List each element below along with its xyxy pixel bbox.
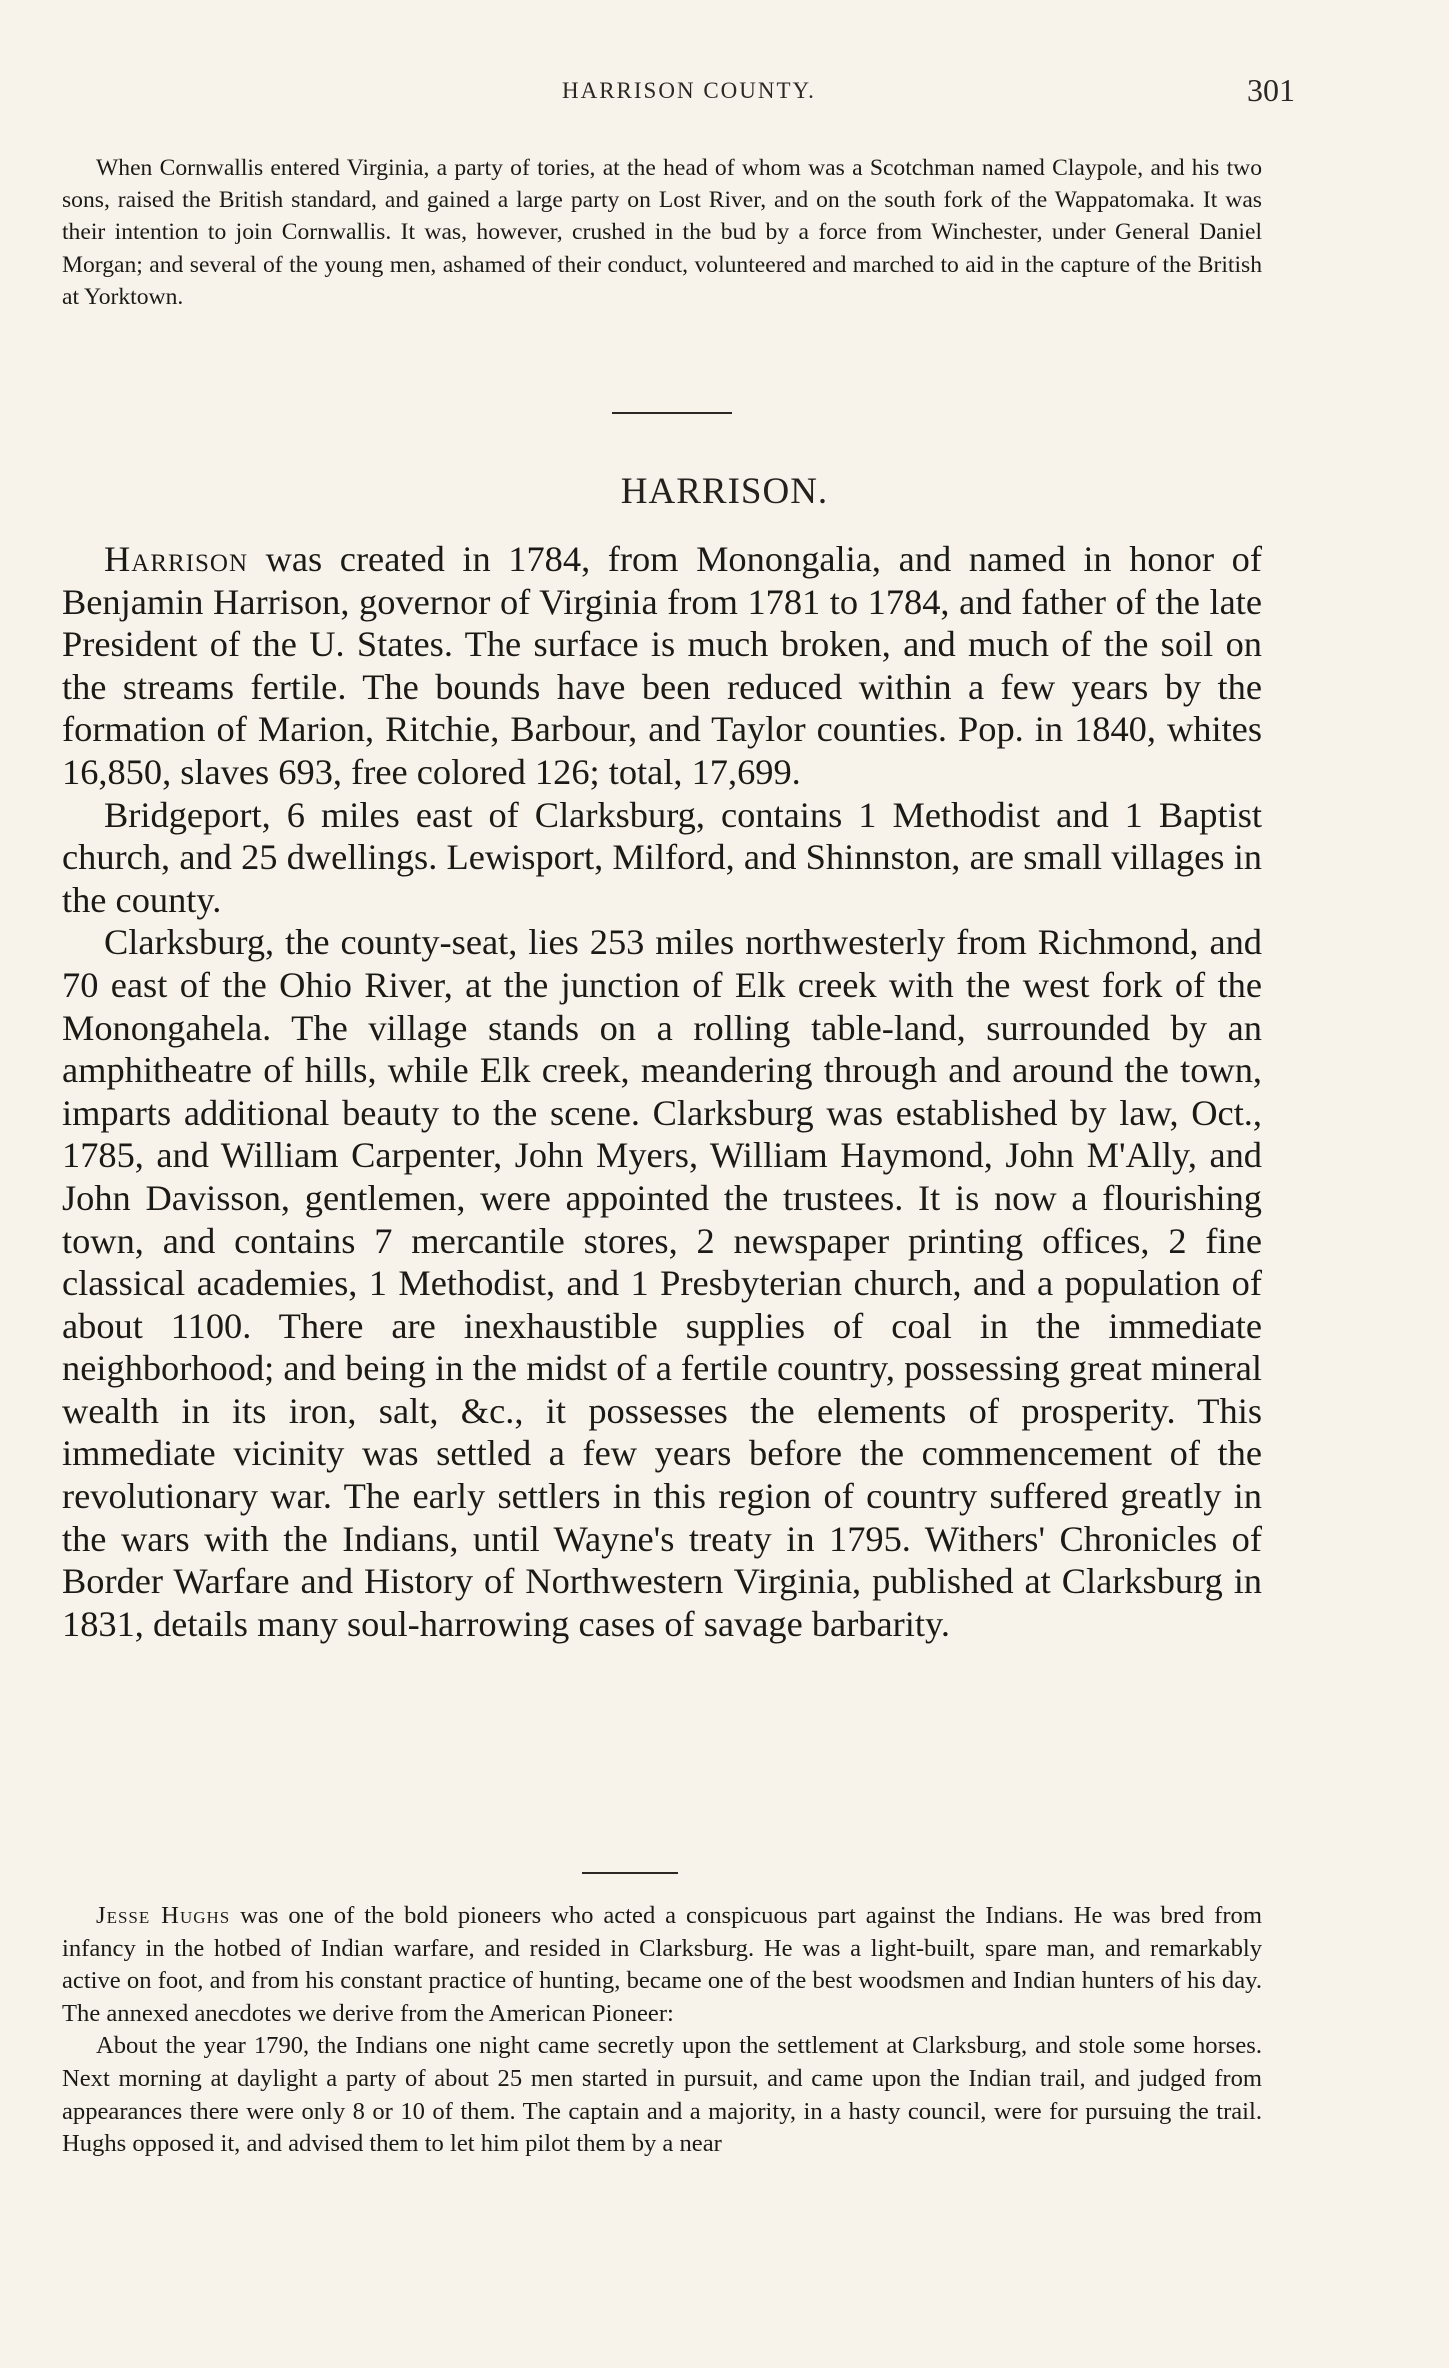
prior-section-text <box>62 152 1262 313</box>
page-number: 301 <box>1247 72 1295 108</box>
footnote-text <box>62 1900 1262 2161</box>
section-body <box>62 538 1262 1645</box>
section-title: HARRISON. <box>620 471 829 512</box>
section-paragraph-1-text: was created in 1784, from Monongalia, and named in honor of Benjamin Harrison, governor of Virginia from 1781 to 1784, and father of the late President of the U. States. The surface is much broken, and much of the soil on the streams fertile. The bounds have been reduced within a few years by the formation of Marion, Ritchie, Barbour, and Taylor counties. Pop. in 1840, whites 16,850, slaves 693, free colored 126; total, 17,699. <box>62 539 1262 792</box>
footnote-lead-name: Jesse Hughs <box>96 1902 231 1929</box>
footnote-divider <box>582 1872 678 1874</box>
running-head <box>62 72 1295 112</box>
running-title: HARRISON COUNTY. <box>562 78 816 103</box>
footnote-paragraph-2: About the year 1790, the Indians one night came secretly upon the settlement at Clarksburg, and stole some horses. Next morning at daylight a party of about 25 men started in pursuit, and came upon the Indian trail, and judged from appearances there were only 8 or 10 of them. The captain and a majority, in a hasty council, were for pursuing the trail. Hughs opposed it, and advised them to let him pilot them by a near <box>62 2032 1262 2158</box>
section-lead-word: Harrison <box>104 539 249 579</box>
prior-section-paragraph: When Cornwallis entered Virginia, a party of tories, at the head of whom was a Scotchman named Claypole, and his two sons, raised the British standard, and gained a large party on Lost River, and on the south fork of the Wappatomaka. It was their intention to join Cornwallis. It was, however, crushed in the bud by a force from Winchester, under General Daniel Morgan; and several of the young men, ashamed of their conduct, volunteered and marched to aid in the capture of the British at Yorktown. <box>62 155 1262 310</box>
footnote-paragraph-1 <box>62 1900 1262 2030</box>
footnote-paragraph-1-text: was one of the bold pioneers who acted a conspicuous part against the Indians. He was bred from infancy in the hotbed of Indian warfare, and resided in Clarksburg. He was a light-built, spare man, and remarkably active on foot, and from his constant practice of hunting, became one of the best woodsmen and Indian hunters of his day. The annexed anecdotes we derive from the American Pioneer: <box>62 1902 1262 2027</box>
section-paragraph-2: Bridgeport, 6 miles east of Clarksburg, contains 1 Methodist and 1 Baptist church, and 25 dwellings. Lewisport, Milford, and Shinnston, are small villages in the county. <box>62 794 1262 920</box>
section-paragraph-1 <box>62 538 1262 794</box>
section-paragraph-3: Clarksburg, the county-seat, lies 253 miles northwesterly from Richmond, and 70 east of the Ohio River, at the junction of Elk creek with the west fork of the Monongahela. The village stands on a rolling table-land, surrounded by an amphitheatre of hills, while Elk creek, meandering through and around the town, imparts additional beauty to the scene. Clarksburg was established by law, Oct., 1785, and William Carpenter, John Myers, William Haymond, John M'Ally, and John Davisson, gentlemen, were appointed the trustees. It is now a flourishing town, and contains 7 mercantile stores, 2 newspaper printing offices, 2 fine classical academies, 1 Methodist, and 1 Presbyterian church, and a population of about 1100. There are inexhaustible supplies of coal in the immediate neighborhood; and being in the midst of a fertile country, possessing great mineral wealth in its iron, salt, &c., it possesses the elements of prosperity. This immediate vicinity was settled a few years before the commencement of the revolutionary war. The early settlers in this region of country suffered greatly in the wars with the Indians, until Wayne's treaty in 1795. Withers' Chronicles of Border Warfare and History of Northwestern Virginia, published at Clarksburg in 1831, details many soul-harrowing cases of savage barbarity. <box>62 922 1262 1644</box>
section-divider <box>612 412 732 414</box>
